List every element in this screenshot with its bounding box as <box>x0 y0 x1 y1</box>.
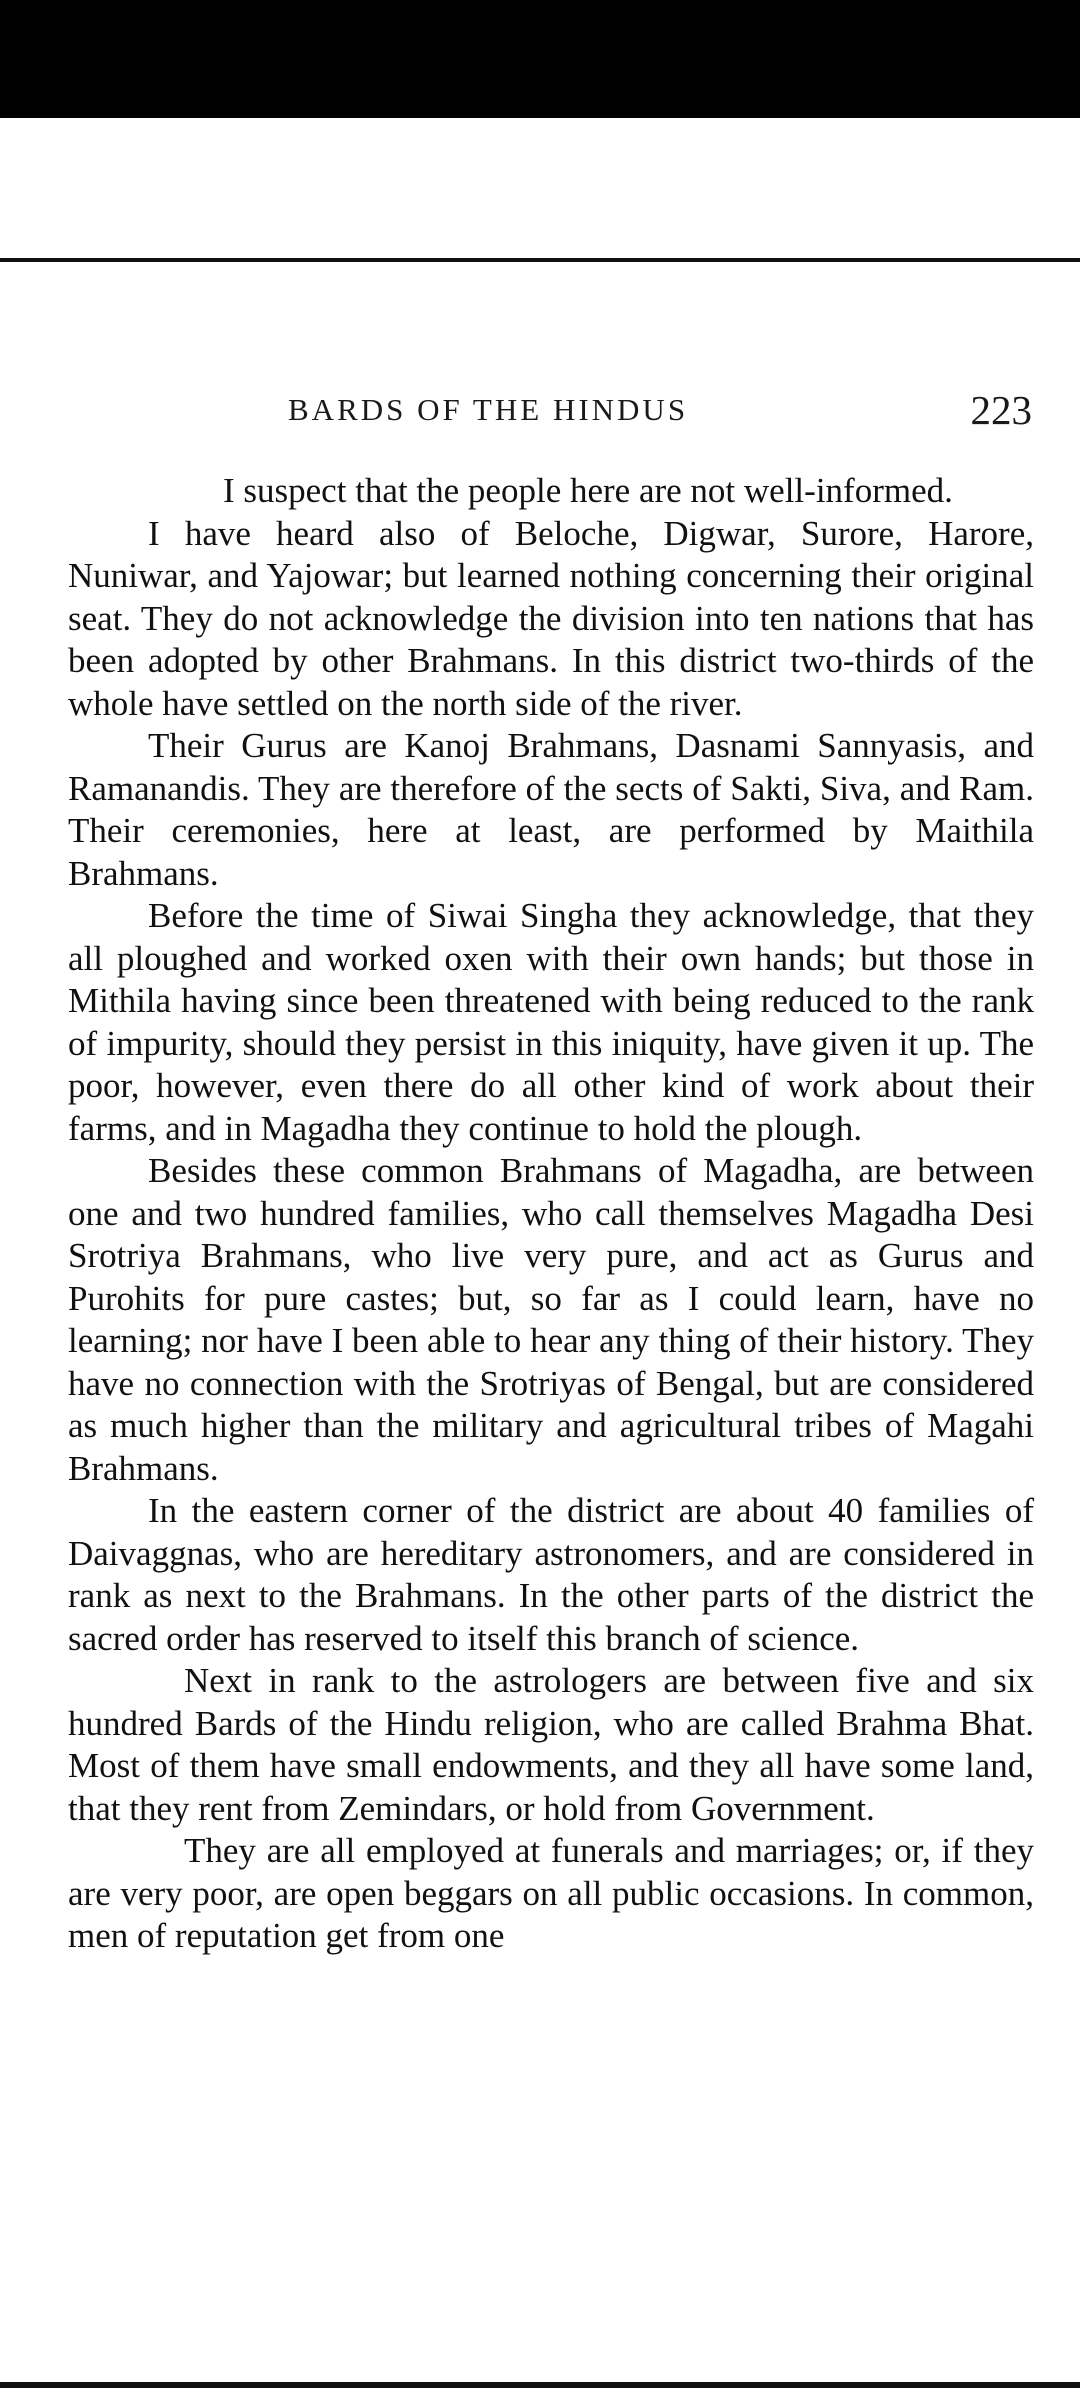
top-rule <box>0 258 1080 262</box>
bottom-rule <box>0 2382 1080 2388</box>
running-header <box>0 387 1080 442</box>
running-title: BARDS OF THE HINDUS <box>288 392 689 427</box>
paragraph: I suspect that the people here are not well-informed. <box>223 471 953 510</box>
page-number: 223 <box>970 387 1032 433</box>
body-text <box>68 470 1034 1958</box>
paragraph: In the eastern corner of the district are about 40 families of Daivaggnas, who are hereditary astronomers, and are considered in rank as next to the Brahmans. In the other parts of the district the sacred order has reserved to itself this branch of science. <box>68 1491 1034 1658</box>
paragraph: Their Gurus are Kanoj Brahmans, Dasnami Sannyasis, and Ramanandis. They are therefore of the sects of Sakti, Siva, and Ram. Their ceremonies, here at least, are performed by Maithila Brahmans. <box>68 726 1034 893</box>
paragraph: Besides these common Brahmans of Magadha, are between one and two hundred families, who call themselves Magadha Desi Srotriya Brahmans, who live very pure, and act as Gurus and Purohits for pure castes; but, so far as I could learn, have no learning; nor have I been able to hear any thing of their history. They have no connection with the Srotriyas of Bengal, but are considered as much higher than the military and agricultural tribes of Magahi Brahmans. <box>68 1151 1034 1488</box>
paragraph: Before the time of Siwai Singha they acknowledge, that they all ploughed and worked oxen with their own hands; but those in Mithila having since been threatened with being reduced to the rank of impurity, should they persist in this iniquity, have given it up. The poor, however, even there do all other kind of work about their farms, and in Magadha they continue to hold the plough. <box>68 896 1034 1148</box>
scan-top-band <box>0 0 1080 118</box>
paragraph: Next in rank to the astrologers are between five and six hundred Bards of the Hindu religion, who are called Brahma Bhat. Most of them have small endowments, and they all have some land, that they rent from Zemindars, or hold from Government. <box>68 1661 1034 1828</box>
paragraph: I have heard also of Beloche, Digwar, Surore, Harore, Nuniwar, and Yajowar; but learned nothing concerning their original seat. They do not acknowledge the division into ten nations that has been adopted by other Brahmans. In this district two-thirds of the whole have settled on the north side of the river. <box>68 513 1034 723</box>
paragraph: They are all employed at funerals and marriages; or, if they are very poor, are open beggars on all public occasions. In common, men of reputation get from one <box>68 1831 1034 1955</box>
